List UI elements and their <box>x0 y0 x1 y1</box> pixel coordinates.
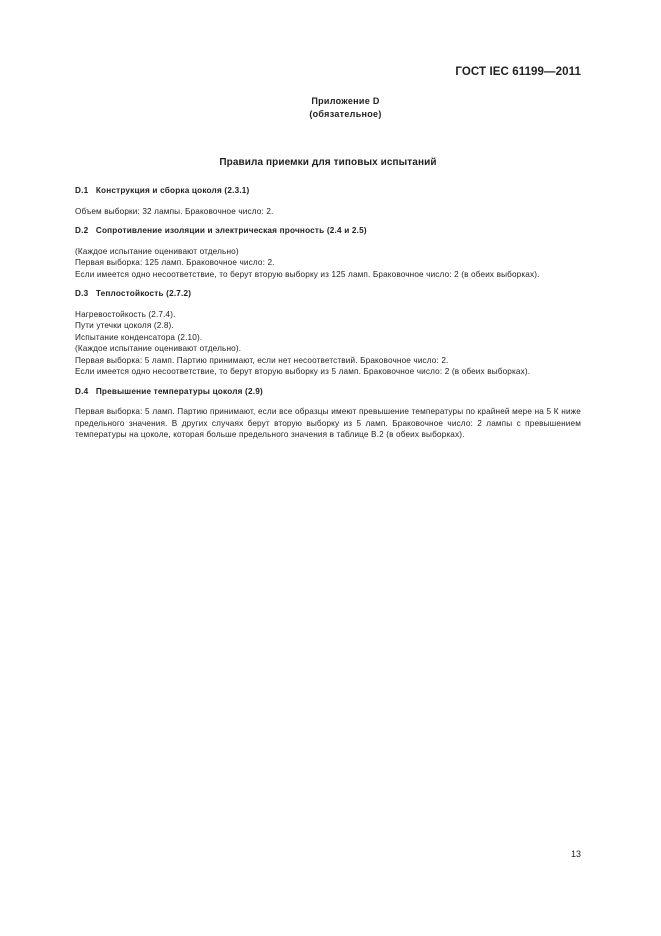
section-heading <box>75 288 581 300</box>
paragraph: Нагревостойкость (2.7.4). <box>75 309 176 319</box>
paragraph: Объем выборки: 32 лампы. Браковочное число: 2. <box>75 206 274 216</box>
section-d1 <box>75 185 581 217</box>
paragraph: Пути утечки цоколя (2.8). <box>75 321 174 330</box>
annex-block <box>0 95 661 121</box>
section-heading <box>75 225 581 237</box>
section-number: D.1 <box>75 186 89 195</box>
document-body <box>75 185 581 449</box>
section-d4 <box>75 386 581 441</box>
paragraph: Первая выборка: 5 ламп. Партию принимают, если нет несоответствий. Браковочное число: 2. <box>75 355 449 365</box>
paragraph: Первая выборка: 5 ламп. Партию принимают, если все образцы имеют превышение температуры по крайней мере на 5 К ниже предельного значения. В других случаях берут вторую выборку из 5 ламп. Браковочное число: 2 лампы с превышением температуры на цоколе, которая больше предельного значения в таблице В.2 (в обеих выборках). <box>75 407 581 439</box>
section-d2 <box>75 225 581 280</box>
section-heading <box>75 386 581 398</box>
section-number: D.3 <box>75 289 89 298</box>
paragraph: Если имеется одно несоответствие, то берут вторую выборку из 5 ламп. Браковочное число: 2 (в обеих выборках). <box>75 367 531 376</box>
section-heading <box>75 185 581 197</box>
section-number: D.4 <box>75 386 89 396</box>
paragraph: Первая выборка: 125 ламп. Браковочное число: 2. <box>75 258 275 267</box>
section-number: D.2 <box>75 226 89 235</box>
section-title: Конструкция и сборка цоколя (2.3.1) <box>95 186 250 195</box>
annex-label: Приложение D <box>311 96 380 106</box>
section-title: Сопротивление изоляции и электрическая прочность (2.4 и 2.5) <box>95 226 367 235</box>
page-number: 13 <box>570 849 581 859</box>
page-title: Правила приемки для типовых испытаний <box>219 157 437 168</box>
document-code: ГОСТ IEC 61199—2011 <box>455 66 581 78</box>
section-d3 <box>75 288 581 378</box>
annex-status: (обязательное) <box>309 109 382 119</box>
paragraph: (Каждое испытание оценивают отдельно) <box>75 246 239 256</box>
paragraph: Если имеется одно несоответствие, то берут вторую выборку из 125 ламп. Браковочное число: 2 (в обеих выборках). <box>75 269 540 279</box>
paragraph: Испытание конденсатора (2.10). <box>75 332 203 342</box>
section-title: Теплостойкость (2.7.2) <box>95 289 192 298</box>
paragraph: (Каждое испытание оценивают отдельно). <box>75 344 242 353</box>
section-title: Превышение температуры цоколя (2.9) <box>95 386 263 396</box>
